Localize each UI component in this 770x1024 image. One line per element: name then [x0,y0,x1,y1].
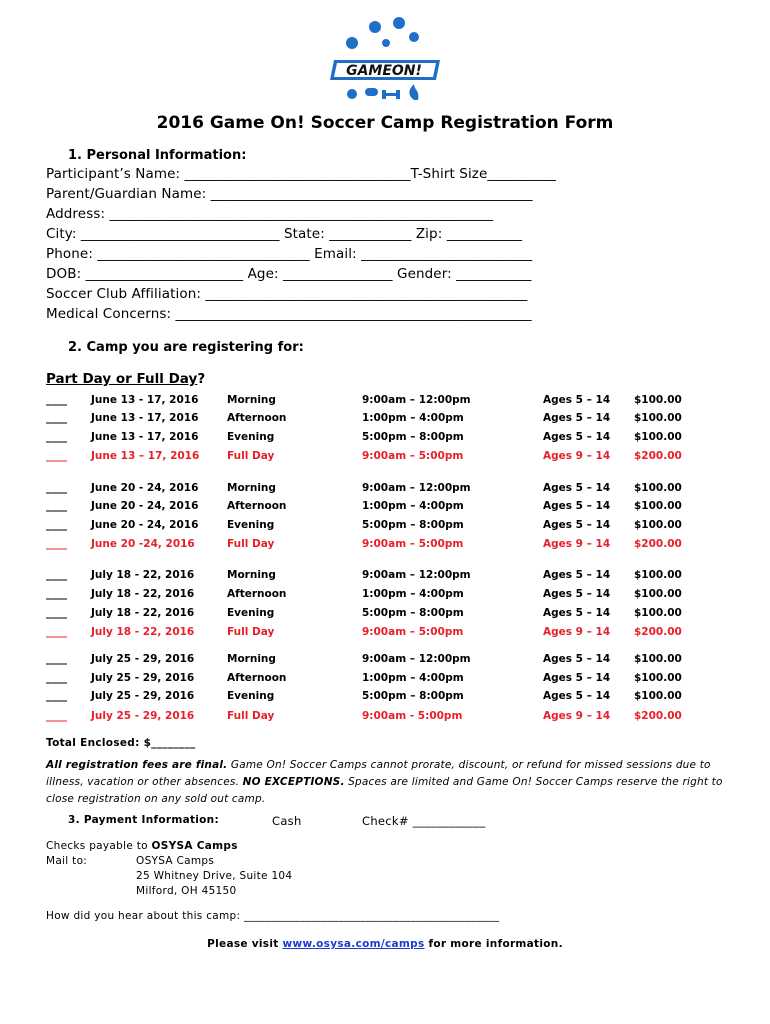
row-ages: Ages 5 – 14 [543,653,611,665]
row-session: Morning [227,482,276,494]
camp-row [0,394,770,410]
row-blank-field[interactable]: ____ [46,672,67,684]
row-ages: Ages 5 – 14 [543,394,611,406]
row-price: $100.00 [634,519,682,531]
row-session: Evening [227,431,275,443]
row-dates: June 13 - 17, 2016 [91,431,199,443]
mail-to-label: Mail to: [46,855,88,867]
camp-row [0,431,770,447]
row-session: Full Day [227,710,275,722]
row-ages: Ages 5 – 14 [543,500,611,512]
checks-payable-name: OSYSA Camps [151,840,238,852]
fees-notice [46,757,730,808]
camp-row [0,500,770,516]
row-blank-field[interactable]: ____ [46,394,67,406]
row-time: 9:00am – 5:00pm [362,626,464,638]
row-blank-field[interactable]: ____ [46,519,67,531]
total-enclosed[interactable]: Total Enclosed: $________ [46,737,196,749]
camp-row [0,653,770,669]
participant-name-field[interactable]: Participant’s Name: _________________________________T-Shirt Size__________ [46,166,556,182]
row-dates: June 13 - 17, 2016 [91,412,199,424]
row-dates: June 20 - 24, 2016 [91,519,199,531]
cash-option[interactable]: Cash [272,814,302,828]
address-line-3: Milford, OH 45150 [136,885,237,897]
row-price: $100.00 [634,607,682,619]
notice-text-2: Spaces are limited and Game On! Soccer Camps reserve the right to close registration on any sold out camp. [46,776,723,805]
row-session: Morning [227,394,276,406]
row-blank-field[interactable]: ____ [46,450,67,462]
row-dates: June 20 - 24, 2016 [91,482,199,494]
soccer-club-field[interactable]: Soccer Club Affiliation: _______________________________________________ [46,286,528,302]
city-state-zip-field[interactable]: City: _____________________________ State: ____________ Zip: ___________ [46,226,523,242]
row-time: 5:00pm – 8:00pm [362,519,464,531]
camp-row [0,538,770,554]
row-time: 9:00am – 12:00pm [362,653,471,665]
row-time: 5:00pm – 8:00pm [362,690,464,702]
row-blank-field[interactable]: ____ [46,607,67,619]
camp-row [0,412,770,428]
row-dates: June 20 - 24, 2016 [91,500,199,512]
row-session: Evening [227,690,275,702]
row-ages: Ages 5 – 14 [543,588,611,600]
row-time: 9:00am – 12:00pm [362,394,471,406]
row-blank-field[interactable]: ____ [46,482,67,494]
camp-row [0,482,770,498]
row-blank-field[interactable]: ____ [46,653,67,665]
row-ages: Ages 5 – 14 [543,569,611,581]
row-dates: July 25 - 29, 2016 [91,653,195,665]
row-time: 1:00pm – 4:00pm [362,672,464,684]
row-dates: July 18 - 22, 2016 [91,569,195,581]
row-session: Full Day [227,538,275,550]
notice-bold-1: All registration fees are final. [46,759,228,771]
row-blank-field[interactable]: ____ [46,500,67,512]
personal-info-heading: 1. Personal Information: [68,148,247,163]
form-title: 2016 Game On! Soccer Camp Registration Form [156,113,614,133]
row-blank-field[interactable]: ____ [46,538,67,550]
row-time: 9:00am - 5:00pm [362,710,463,722]
row-dates: July 18 - 22, 2016 [91,607,195,619]
row-price: $100.00 [634,569,682,581]
row-session: Full Day [227,626,275,638]
row-price: $100.00 [634,394,682,406]
row-time: 5:00pm – 8:00pm [362,607,464,619]
camp-row [0,450,770,466]
row-session: Afternoon [227,500,287,512]
address-line-1: OSYSA Camps [136,855,215,867]
camp-row [0,607,770,623]
row-blank-field[interactable]: ____ [46,690,67,702]
row-session: Afternoon [227,672,287,684]
camp-row [0,519,770,535]
row-dates: July 25 - 29, 2016 [91,690,195,702]
part-full-suffix: ? [197,371,206,387]
row-price: $200.00 [634,450,682,462]
how-did-you-hear-field[interactable]: How did you hear about this camp: ______________________________________________ [46,910,500,922]
row-session: Morning [227,653,276,665]
row-time: 5:00pm – 8:00pm [362,431,464,443]
row-time: 9:00am – 5:00pm [362,450,464,462]
row-price: $100.00 [634,412,682,424]
row-price: $100.00 [634,672,682,684]
row-time: 9:00am – 12:00pm [362,569,471,581]
row-dates: June 13 - 17, 2016 [91,394,199,406]
row-dates: July 18 - 22, 2016 [91,626,195,638]
checks-payable-prefix: Checks payable to [46,840,152,852]
camps-link[interactable]: www.osysa.com/camps [282,938,425,950]
game-on-logo [328,14,450,106]
row-ages: Ages 9 – 14 [543,450,611,462]
row-time: 1:00pm – 4:00pm [362,588,464,600]
visit-suffix: for more information. [424,938,563,950]
row-session: Afternoon [227,412,287,424]
visit-prefix: Please visit [207,938,283,950]
visit-line [0,938,770,950]
row-time: 9:00am – 5:00pm [362,538,464,550]
row-dates: June 13 – 17, 2016 [91,450,200,462]
row-price: $100.00 [634,653,682,665]
row-time: 1:00pm – 4:00pm [362,412,464,424]
address-line-2: 25 Whitney Drive, Suite 104 [136,870,293,882]
payment-heading: 3. Payment Information: [68,814,219,826]
svg-text:GAMEON!: GAMEON! [346,63,422,79]
checks-payable [46,840,238,852]
row-dates: July 25 - 29, 2016 [91,672,195,684]
row-ages: Ages 9 – 14 [543,538,611,550]
camp-row [0,672,770,688]
row-blank-field[interactable]: ____ [46,710,67,722]
row-blank-field[interactable]: ____ [46,626,67,638]
row-time: 1:00pm – 4:00pm [362,500,464,512]
row-price: $200.00 [634,710,682,722]
row-dates: July 18 - 22, 2016 [91,588,195,600]
logo-graphic [328,14,450,106]
notice-text-1: Game On! Soccer Camps cannot prorate, discount, or refund for missed sessions due to illness, vacation or other absences. [46,759,711,788]
row-ages: Ages 5 – 14 [543,412,611,424]
row-blank-field[interactable]: ____ [46,431,67,443]
row-price: $100.00 [634,588,682,600]
medical-concerns-field[interactable]: Medical Concerns: ____________________________________________________ [46,306,532,322]
camp-heading: 2. Camp you are registering for: [68,340,304,355]
row-dates: June 20 -24, 2016 [91,538,195,550]
row-blank-field[interactable]: ____ [46,412,67,424]
address-field[interactable]: Address: ________________________________________________________ [46,206,494,222]
part-full-heading [46,368,205,387]
guardian-name-field[interactable]: Parent/Guardian Name: _______________________________________________ [46,186,533,202]
camp-row [0,710,770,726]
camp-row [0,626,770,642]
check-number-field[interactable]: Check# ____________ [362,814,486,828]
row-session: Evening [227,519,275,531]
row-price: $100.00 [634,431,682,443]
row-blank-field[interactable]: ____ [46,588,67,600]
dob-age-gender-field[interactable]: DOB: _______________________ Age: ________________ Gender: ___________ [46,266,532,282]
row-ages: Ages 9 – 14 [543,710,611,722]
row-time: 9:00am – 12:00pm [362,482,471,494]
camp-row [0,588,770,604]
row-price: $200.00 [634,538,682,550]
phone-email-field[interactable]: Phone: _______________________________ Email: _________________________ [46,246,533,262]
row-session: Morning [227,569,276,581]
row-ages: Ages 5 – 14 [543,672,611,684]
camp-row [0,690,770,706]
notice-bold-2: NO EXCEPTIONS. [242,776,345,788]
camp-row [0,569,770,585]
part-full-label: Part Day or Full Day [46,371,198,387]
row-ages: Ages 5 – 14 [543,690,611,702]
row-ages: Ages 5 – 14 [543,519,611,531]
row-ages: Ages 9 – 14 [543,626,611,638]
row-blank-field[interactable]: ____ [46,569,67,581]
row-price: $100.00 [634,482,682,494]
row-session: Afternoon [227,588,287,600]
row-price: $200.00 [634,626,682,638]
row-dates: July 25 - 29, 2016 [91,710,195,722]
row-session: Full Day [227,450,275,462]
row-session: Evening [227,607,275,619]
row-price: $100.00 [634,500,682,512]
row-ages: Ages 5 – 14 [543,607,611,619]
row-ages: Ages 5 – 14 [543,431,611,443]
row-ages: Ages 5 – 14 [543,482,611,494]
row-price: $100.00 [634,690,682,702]
